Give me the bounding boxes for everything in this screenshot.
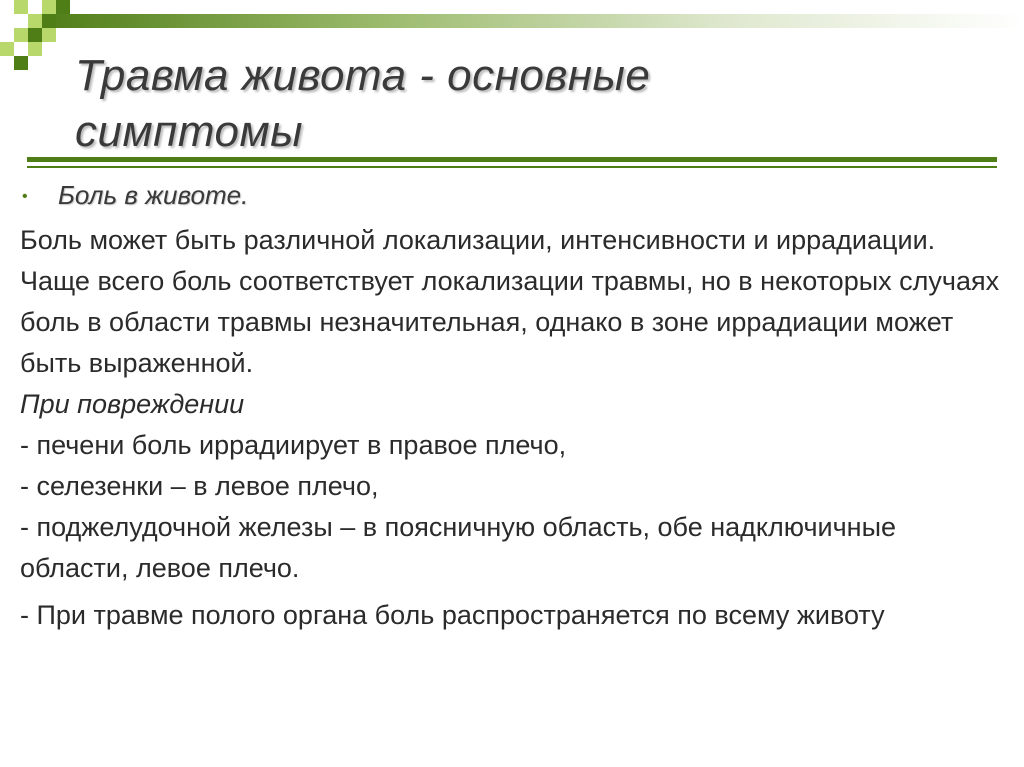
corner-square [56,0,70,14]
damage-heading: При повреждении [20,389,245,419]
bullet-dot-icon: • [22,188,28,206]
slide-title-line: Травма живота - основные [75,51,651,100]
title-divider-thick [27,157,997,162]
corner-square [14,0,28,14]
title-divider-thin [27,166,997,168]
slide-title-line: симптомы [75,107,304,156]
corner-square [28,42,42,56]
corner-square [28,28,42,42]
body-paragraph: Боль может быть различной локализации, интенсивности и иррадиации. Чаще всего боль соответствует локализации травмы, но в некоторых случаях боль в области травмы незначительная, однако в зоне иррадиации может быть выраженной. [20,225,1000,378]
corner-square [14,56,28,70]
damage-item-spleen: - селезенки – в левое плечо, [20,471,379,501]
damage-item-pancreas: - поджелудочной железы – в поясничную область, обе надключичные области, левое плечо. [20,512,896,583]
corner-square [42,14,56,28]
corner-square [42,0,56,14]
slide-body [20,220,1010,636]
bullet-item [22,178,248,214]
bullet-text: Боль в животе. [58,180,249,210]
corner-square [28,14,42,28]
hollow-organ-note: - При травме полого органа боль распространяется по всему животу [20,600,885,630]
corner-square [42,28,56,42]
top-gradient-bar [40,14,1024,28]
corner-square [14,28,28,42]
corner-square [0,42,14,56]
slide-title [75,48,975,160]
damage-item-liver: - печени боль иррадиирует в правое плечо, [20,430,567,460]
